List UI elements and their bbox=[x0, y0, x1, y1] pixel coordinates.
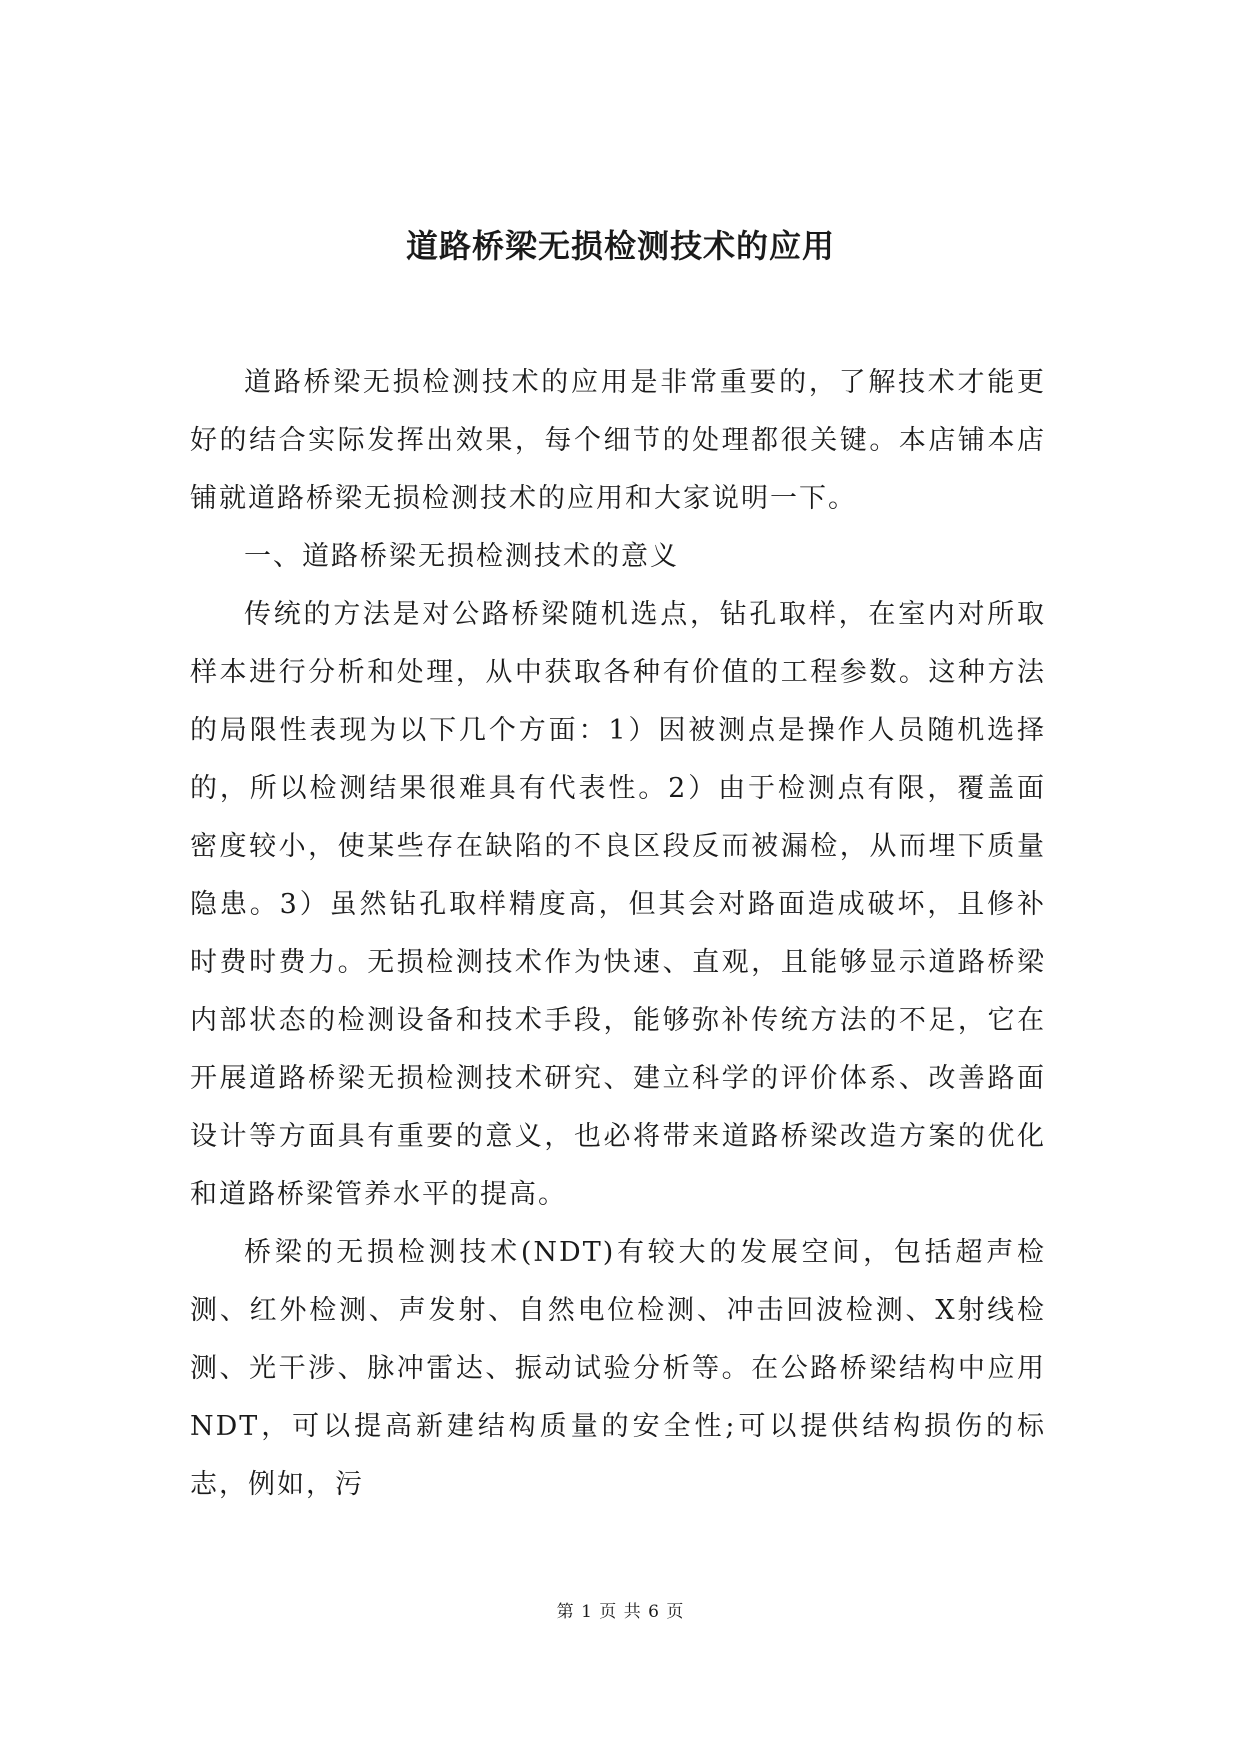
paragraph-ndt-techniques: 桥梁的无损检测技术(NDT)有较大的发展空间，包括超声检测、红外检测、声发射、自然电位检测、冲击回波检测、X射线检测、光干涉、脉冲雷达、振动试验分析等。在公路桥梁结构中应用NDT，可以提高新建结构质量的安全性;可以提供结构损伤的标志，例如，污 bbox=[190, 1237, 1046, 1500]
document-title: 道路桥梁无损检测技术的应用 bbox=[405, 227, 835, 265]
section-heading-significance: 一、道路桥梁无损检测技术的意义 bbox=[244, 541, 679, 572]
document-body bbox=[190, 354, 1046, 1514]
page-footer: 第 1 页 共 6 页 bbox=[556, 1602, 685, 1622]
paragraph-intro: 道路桥梁无损检测技术的应用是非常重要的，了解技术才能更好的结合实际发挥出效果，每个细节的处理都很关键。本店铺本店铺就道路桥梁无损检测技术的应用和大家说明一下。 bbox=[190, 367, 1046, 514]
paragraph-traditional-method: 传统的方法是对公路桥梁随机选点，钻孔取样，在室内对所取样本进行分析和处理，从中获取各种有价值的工程参数。这种方法的局限性表现为以下几个方面：1）因被测点是操作人员随机选择的，所以检测结果很难具有代表性。2）由于检测点有限，覆盖面密度较小，使某些存在缺陷的不良区段反而被漏检，从而埋下质量隐患。3）虽然钻孔取样精度高，但其会对路面造成破坏，且修补时费时费力。无损检测技术作为快速、直观，且能够显示道路桥梁内部状态的检测设备和技术手段，能够弥补传统方法的不足，它在开展道路桥梁无损检测技术研究、建立科学的评价体系、改善路面设计等方面具有重要的意义，也必将带来道路桥梁改造方案的优化和道路桥梁管养水平的提高。 bbox=[190, 599, 1046, 1210]
